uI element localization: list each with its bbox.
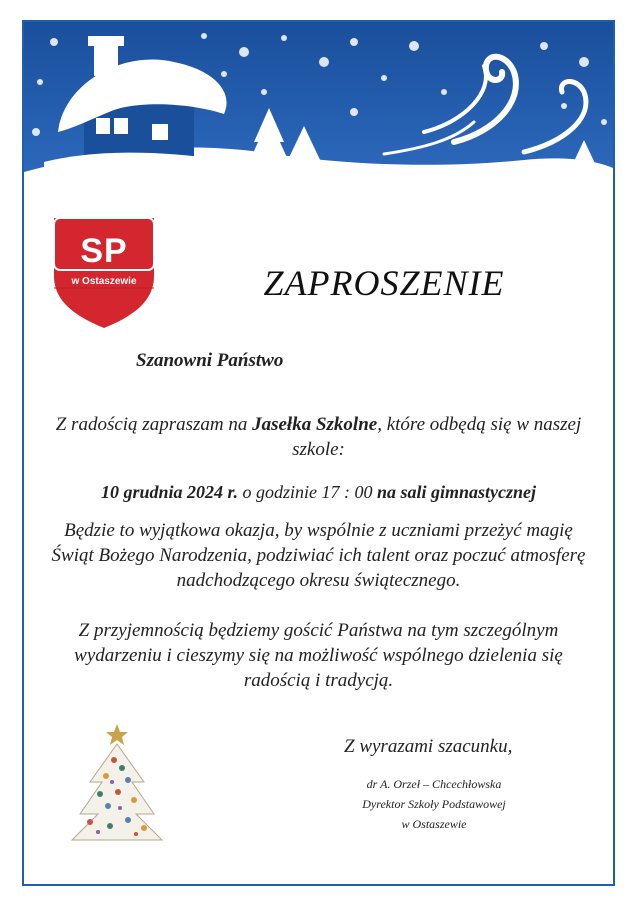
event-time: o godzinie 17 : 00 bbox=[238, 482, 377, 502]
invitation-title: ZAPROSZENIE bbox=[263, 263, 505, 303]
signature-block bbox=[314, 774, 554, 834]
signature-role: Dyrektor Szkoły Podstawowej bbox=[362, 797, 506, 811]
christmas-tree-illustration bbox=[62, 716, 172, 846]
date-line bbox=[46, 480, 591, 505]
paragraph-invite bbox=[46, 412, 591, 462]
event-name: Jasełka Szkolne bbox=[252, 414, 378, 435]
event-date: 10 grudnia 2024 r. bbox=[100, 482, 238, 502]
invite-text-before: Z radością zapraszam na bbox=[55, 414, 253, 435]
invite-text-after: , które odbędą się w naszej szkole: bbox=[292, 414, 582, 460]
paragraph-welcome: Z przyjemnością będziemy gościć Państwa na tym szczególnym wydarzeniu i cieszymy się na możliwość wspólnego dzielenia się radością i tradycją. bbox=[74, 620, 563, 691]
crest-abbreviation: SP bbox=[80, 232, 128, 270]
crest-subtitle: w Ostaszewie bbox=[71, 276, 137, 287]
school-crest-logo bbox=[50, 214, 158, 330]
winter-banner-illustration bbox=[24, 22, 613, 197]
signature-name: dr A. Orzeł – Chcechłowska bbox=[366, 777, 502, 791]
event-place: na sali gimnastycznej bbox=[377, 482, 537, 502]
invitation-page bbox=[22, 20, 615, 886]
signature-place: w Ostaszewie bbox=[401, 817, 467, 831]
closing-phrase: Z wyrazami szacunku, bbox=[344, 736, 513, 757]
greeting: Szanowni Państwo bbox=[136, 350, 284, 371]
paragraph-occasion: Będzie to wyjątkowa okazja, by wspólnie z uczniami przeżyć magię Świąt Bożego Narodzenia, podziwiać ich talent oraz poczuć atmosferę nadchodzącego okresu świątecznego. bbox=[51, 520, 586, 591]
